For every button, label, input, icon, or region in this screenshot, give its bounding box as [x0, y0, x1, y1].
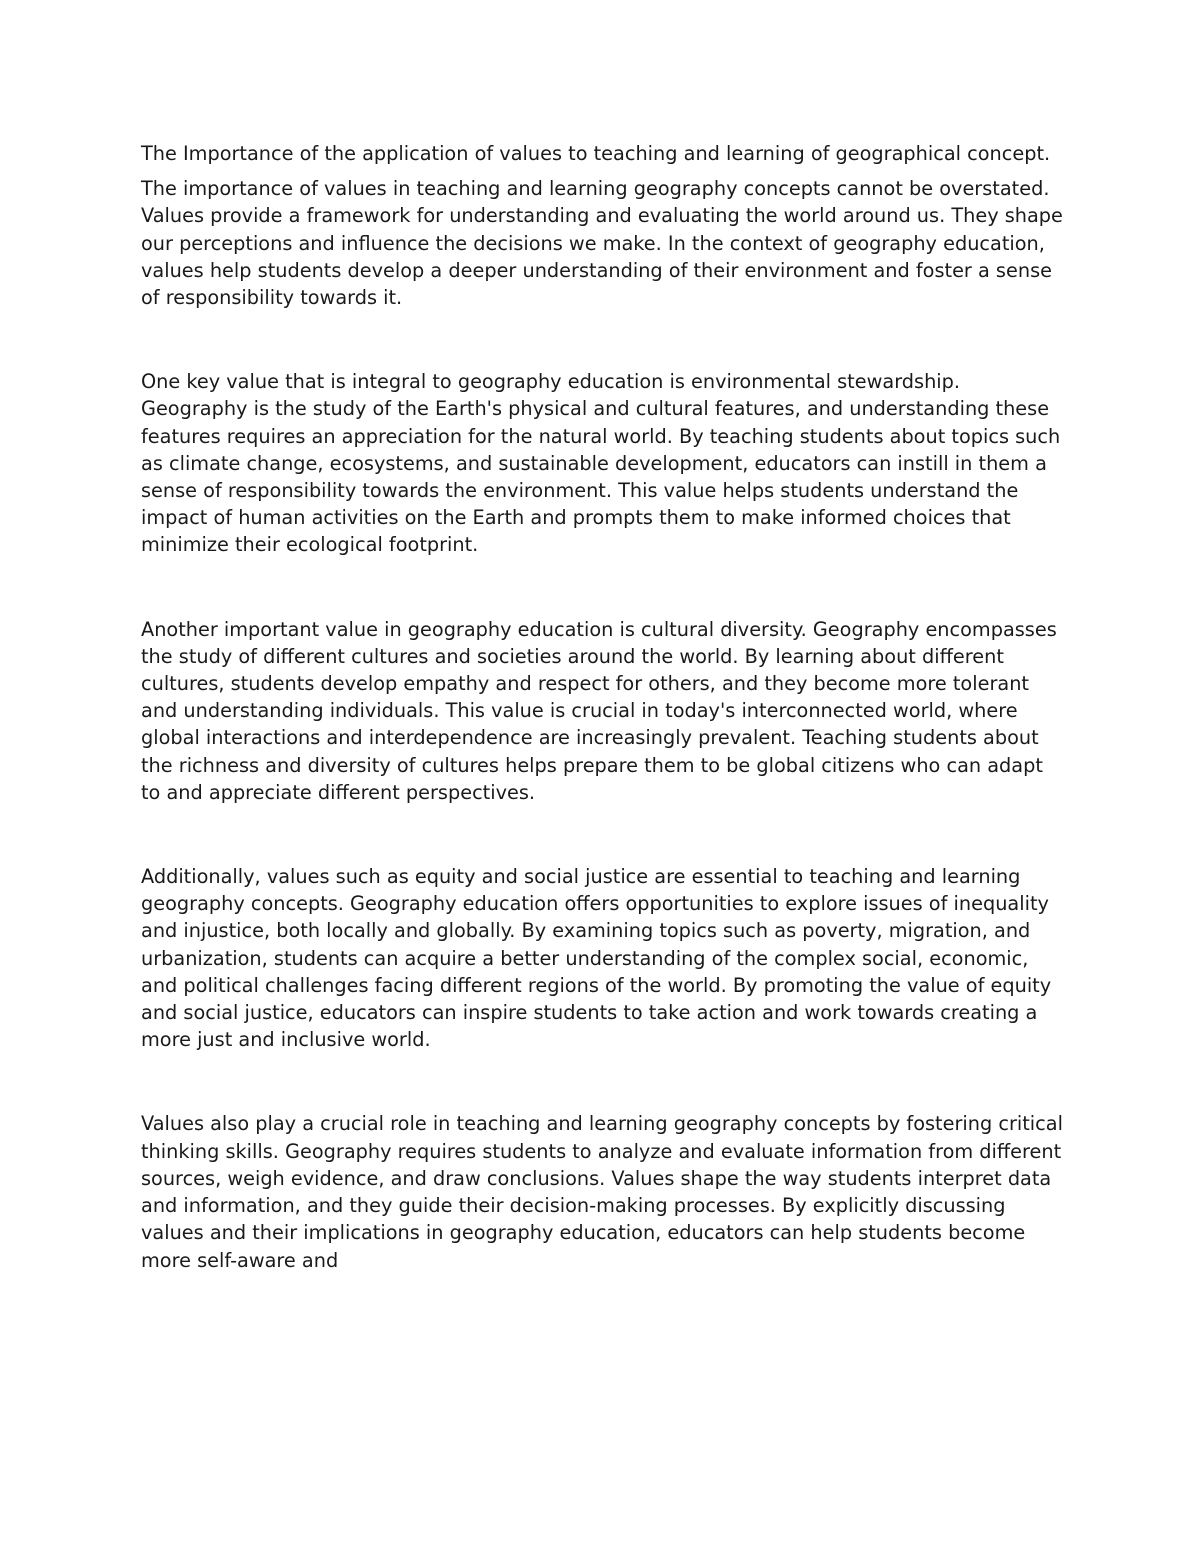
document-title: The Importance of the application of values to teaching and learning of geographical concept. [141, 142, 1051, 165]
paragraph-5: Values also play a crucial role in teaching and learning geography concepts by fostering critical thinking skills. Geography requires students to analyze and evaluate information from different sources, weigh evidence, and draw conclusions. Values shape the way students interpret data and information, and they guide their decision-making processes. By explicitly discussing values and their implications in geography education, educators can help students become more self-aware and [141, 1112, 1063, 1272]
paragraph-2: One key value that is integral to geography education is environmental stewardship. Geography is the study of the Earth's physical and cultural features, and understanding these features requires an appreciation for the natural world. By teaching students about topics such as climate change, ecosystems, and sustainable development, educators can instill in them a sense of responsibility towards the environment. This value helps students understand the impact of human activities on the Earth and prompts them to make informed choices that minimize their ecological footprint. [141, 370, 1061, 557]
paragraph-4: Additionally, values such as equity and social justice are essential to teaching and learning geography concepts. Geography education offers opportunities to explore issues of inequality and injustice, both locally and globally. By examining topics such as poverty, migration, and urbanization, students can acquire a better understanding of the complex social, economic, and political challenges facing different regions of the world. By promoting the value of equity and social justice, educators can inspire students to take action and work towards creating a more just and inclusive world. [141, 865, 1052, 1052]
paragraph-3: Another important value in geography education is cultural diversity. Geography encompasses the study of different cultures and societies around the world. By learning about different cultures, students develop empathy and respect for others, and they become more tolerant and understanding individuals. This value is crucial in today's interconnected world, where global interactions and interdependence are increasingly prevalent. Teaching students about the richness and diversity of cultures helps prepare them to be global citizens who can adapt to and appreciate different perspectives. [141, 617, 1057, 804]
paragraph-spacer [141, 1053, 1066, 1110]
paragraph-spacer [141, 559, 1066, 616]
paragraph-spacer [141, 806, 1066, 863]
paragraph-spacer [141, 311, 1066, 368]
document-body [141, 140, 1066, 1274]
paragraph-1: The importance of values in teaching and learning geography concepts cannot be overstated. Values provide a framework for understanding and evaluating the world around us. They shape our perceptions and influence the decisions we make. In the context of geography education, values help students develop a deeper understanding of their environment and foster a sense of responsibility towards it. [141, 177, 1063, 310]
